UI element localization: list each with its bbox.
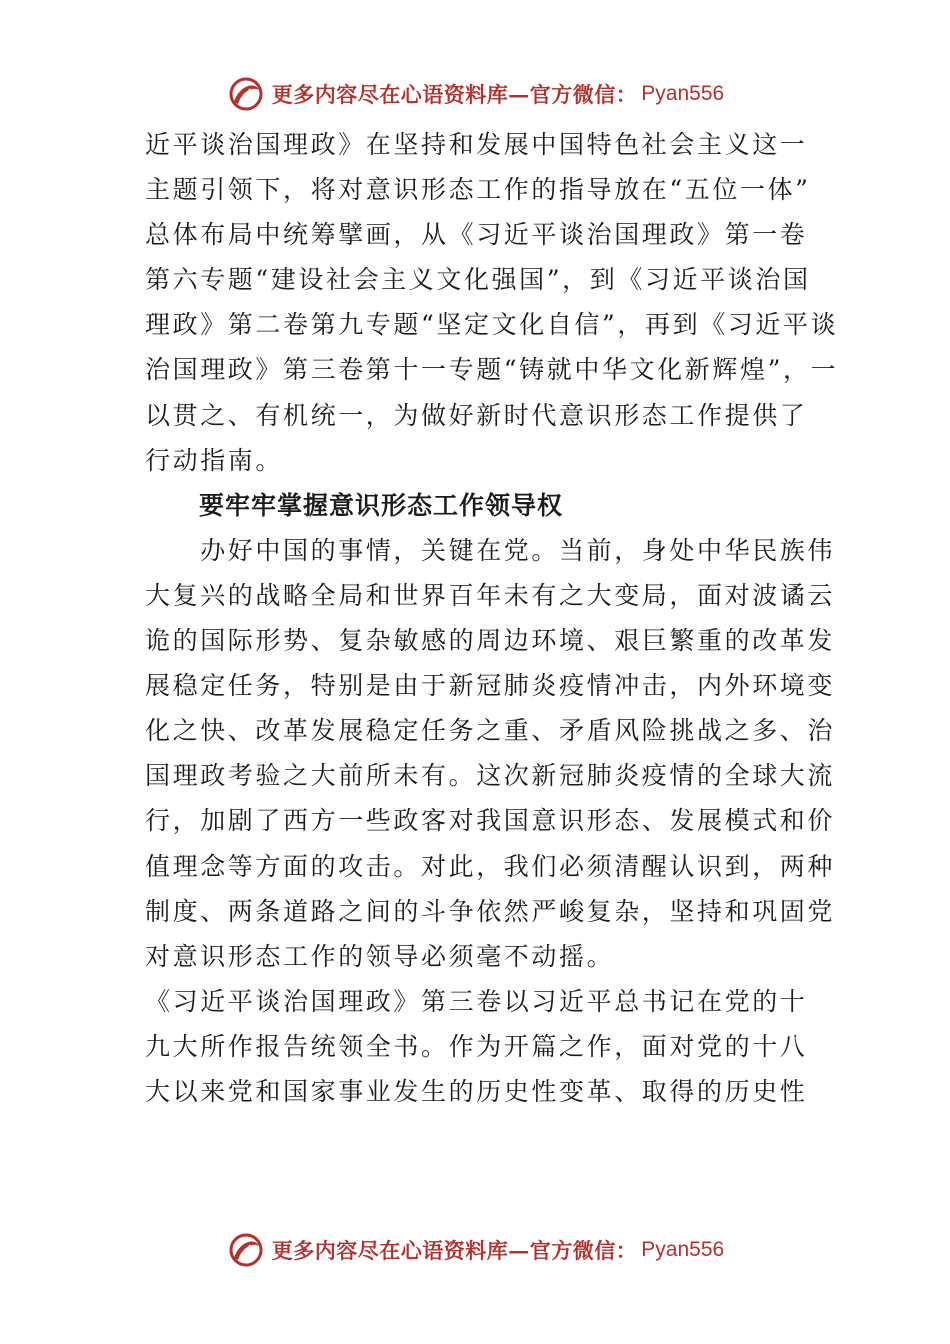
- text-line: 对意识形态工作的领导必须毫不动摇。: [145, 941, 615, 971]
- header-banner: [0, 72, 950, 116]
- document-body: [145, 122, 839, 1114]
- swirl-logo-icon: [226, 74, 266, 114]
- text-line: 主题引领下，将对意识形态工作的指导放在“五位一体”: [145, 175, 811, 205]
- text-line: 以贯之、有机统一，为做好新时代意识形态工作提供了: [145, 400, 808, 430]
- text-line: 诡的国际形势、复杂敏感的周边环境、艰巨繁重的改革发: [145, 626, 836, 656]
- text-line: 大以来党和国家事业发生的历史性变革、取得的历史性: [145, 1076, 808, 1106]
- text-line: 化之快、改革发展稳定任务之重、矛盾风险挑战之多、治: [145, 716, 836, 746]
- text-line: 大复兴的战略全局和世界百年未有之大变局，面对波谲云: [145, 580, 836, 610]
- text-line: 行动指南。: [145, 445, 284, 475]
- text-line: 近平谈治国理政》在坚持和发展中国特色社会主义这一: [145, 130, 808, 159]
- text-line: 值理念等方面的攻击。对此，我们必须清醒认识到，两种: [145, 851, 836, 881]
- text-line: 行，加剧了西方一些政客对我国意识形态、发展模式和价: [145, 806, 836, 836]
- text-line: 治国理政》第三卷第十一专题“铸就中华文化新辉煌”，一: [145, 355, 839, 385]
- text-line: 总体布局中统筹擘画，从《习近平谈治国理政》第一卷: [145, 220, 808, 250]
- text-line: 《习近平谈治国理政》第三卷以习近平总书记在党的十: [145, 986, 808, 1016]
- text-line: 展稳定任务，特别是由于新冠肺炎疫情冲击，内外环境变: [145, 671, 836, 701]
- text-line: 制度、两条道路之间的斗争依然严峻复杂，坚持和巩固党: [145, 896, 836, 926]
- footer-banner: [0, 1228, 950, 1272]
- banner-text: 更多内容尽在心语资料库—官方微信：: [271, 82, 638, 107]
- text-line: 第六专题“建设社会主义文化强国”，到《习近平谈治国: [145, 265, 811, 295]
- banner-wechat-id: Pyan556: [641, 82, 725, 105]
- section-heading: 要牢牢掌握意识形态工作领导权: [199, 490, 564, 520]
- banner-text: 更多内容尽在心语资料库—官方微信：: [271, 1238, 638, 1263]
- text-line: 国理政考验之大前所未有。这次新冠肺炎疫情的全球大流: [145, 761, 836, 791]
- swirl-logo-icon: [226, 1230, 266, 1270]
- banner-wechat-id: Pyan556: [641, 1238, 725, 1261]
- text-line: 办好中国的事情，关键在党。当前，身处中华民族伟: [145, 535, 836, 565]
- text-line: 九大所作报告统领全书。作为开篇之作，面对党的十八: [145, 1031, 808, 1061]
- text-line: 理政》第二卷第九专题“坚定文化自信”，再到《习近平谈: [145, 310, 839, 340]
